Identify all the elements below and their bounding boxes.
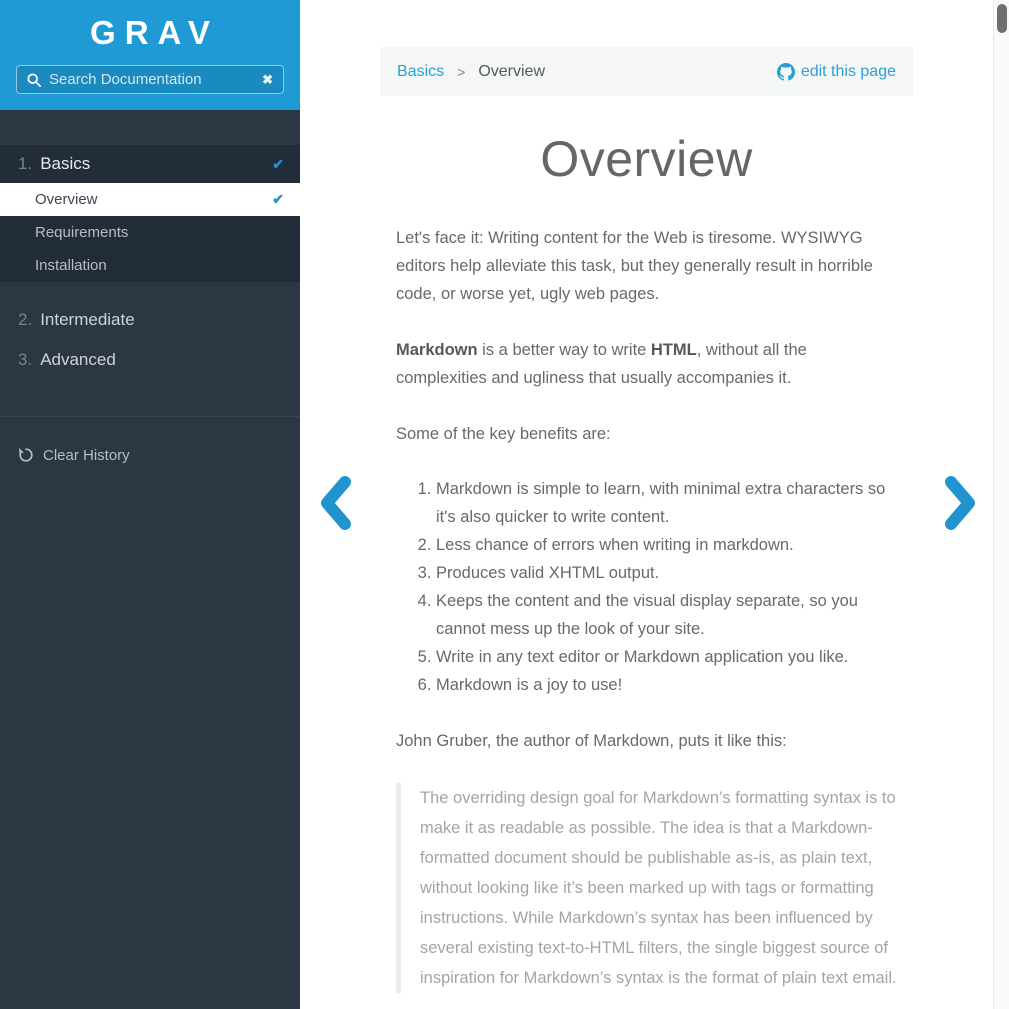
- breadcrumb-separator: >: [457, 63, 466, 80]
- article-body: [380, 224, 913, 993]
- paragraph-markdown: [396, 336, 897, 392]
- prev-page-arrow[interactable]: [318, 475, 352, 531]
- github-icon: [777, 63, 795, 81]
- benefit-item: 3. Produces valid XHTML output.: [436, 559, 897, 587]
- text-segment: , without all the complexities and ugliness that usually accompanies it.: [396, 341, 807, 387]
- text-segment: is a better way to write: [477, 341, 651, 359]
- clear-history-label: Clear History: [43, 446, 130, 464]
- sidebar-section-advanced[interactable]: [0, 340, 300, 380]
- next-page-arrow[interactable]: [944, 475, 978, 531]
- grav-logo[interactable]: GRAV: [90, 14, 219, 51]
- sidebar-section-basics[interactable]: [0, 145, 300, 183]
- benefit-item: 4. Keeps the content and the visual display separate, so you cannot mess up the look of your site.: [436, 587, 897, 643]
- chevron-left-icon: [318, 475, 352, 531]
- page-title: Overview: [540, 131, 753, 187]
- search-clear-icon[interactable]: ✖: [262, 72, 273, 87]
- item-label: Installation: [35, 257, 107, 274]
- check-icon: ✔: [272, 191, 284, 207]
- bold-term: Markdown: [396, 341, 478, 359]
- benefit-item: 1. Markdown is simple to learn, with minimal extra characters so it's also quicker to write content.: [436, 475, 897, 531]
- section-label: Advanced: [40, 350, 116, 369]
- edit-link-label: edit this page: [800, 62, 896, 80]
- chevron-right-icon: [944, 475, 978, 531]
- search-icon: [27, 73, 41, 87]
- sidebar-divider: [0, 416, 300, 417]
- main-content: [380, 47, 913, 993]
- breadcrumb: [380, 47, 913, 96]
- paragraph-intro: Let's face it: Writing content for the Web is tiresome. WYSIWYG editors help alleviate this task, but they generally result in horrible code, or worse yet, ugly web pages.: [396, 229, 873, 303]
- paragraph-gruber: John Gruber, the author of Markdown, puts it like this:: [396, 732, 787, 750]
- benefit-item: 6. Markdown is a joy to use!: [436, 671, 897, 699]
- edit-this-page-link[interactable]: [777, 63, 896, 81]
- markdown-quote: The overriding design goal for Markdown’s formatting syntax is to make it as readable as possible. The idea is that a Markdown-formatted document should be publishable as-is, as plain text, without looking like it’s been marked up with tags or formatting instructions. While Markdown’s syntax has been influenced by several existing text-to-HTML filters, the single biggest source of inspiration for Markdown’s syntax is the format of plain text email.: [396, 783, 897, 993]
- search-box[interactable]: [16, 65, 284, 94]
- search-input[interactable]: [49, 71, 254, 88]
- sidebar-header: [0, 0, 300, 110]
- bold-term: HTML: [650, 341, 697, 359]
- sidebar: [0, 0, 300, 1009]
- sidebar-item-requirements[interactable]: [0, 216, 300, 249]
- item-label: Overview: [35, 191, 98, 208]
- sidebar-nav: [0, 110, 300, 469]
- history-icon: [18, 447, 34, 463]
- paragraph-benefits-lead: Some of the key benefits are:: [396, 425, 611, 443]
- scrollbar-thumb[interactable]: [997, 4, 1007, 33]
- section-number: 3.: [18, 350, 33, 369]
- section-basics-block: [0, 145, 300, 282]
- benefits-list: [396, 475, 897, 699]
- section-number: 1.: [18, 154, 33, 173]
- sidebar-item-overview[interactable]: [0, 183, 300, 216]
- clear-history-button[interactable]: [0, 441, 300, 469]
- item-label: Requirements: [35, 224, 129, 241]
- sidebar-section-intermediate[interactable]: [0, 300, 300, 340]
- breadcrumb-current: Overview: [478, 62, 545, 80]
- check-icon: ✔: [272, 155, 284, 172]
- benefit-item: 5. Write in any text editor or Markdown application you like.: [436, 643, 897, 671]
- sidebar-item-installation[interactable]: [0, 249, 300, 282]
- section-label: Intermediate: [40, 310, 135, 329]
- breadcrumb-link-basics[interactable]: Basics: [397, 62, 445, 80]
- section-label: Basics: [40, 154, 91, 173]
- section-number: 2.: [18, 310, 33, 329]
- scrollbar-track[interactable]: [993, 0, 1009, 1009]
- benefit-item: 2. Less chance of errors when writing in markdown.: [436, 531, 897, 559]
